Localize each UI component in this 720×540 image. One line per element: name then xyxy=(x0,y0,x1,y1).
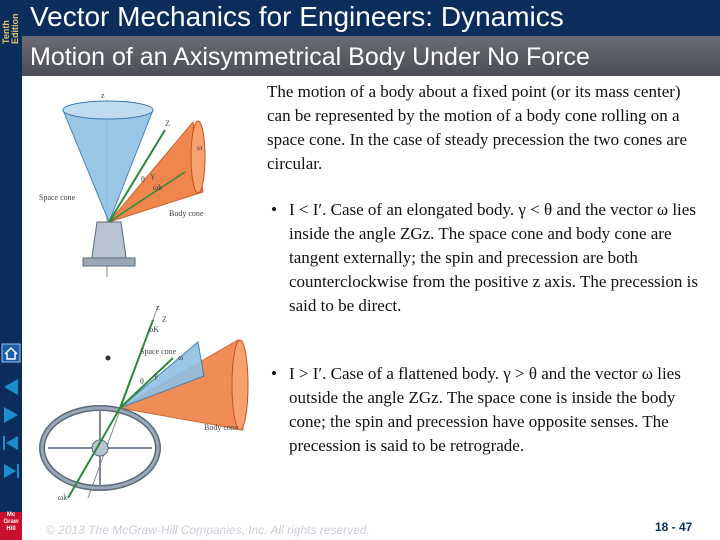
fig1-z-label: z xyxy=(101,91,105,100)
fig1-body-cone-label: Body cone xyxy=(169,209,204,218)
fig2-body-cone-label: Body cone xyxy=(204,423,239,432)
fig2-space-cone-label: Space cone xyxy=(140,347,177,356)
copyright-notice: © 2013 The McGraw-Hill Companies, Inc. All rights reserved. xyxy=(46,523,370,537)
fig1-gamma-label: γ xyxy=(151,171,155,180)
first-slide-icon[interactable] xyxy=(0,432,22,454)
slide-title: Vector Mechanics for Engineers: Dynamics xyxy=(30,1,564,32)
publisher-logo: Mc Graw Hill xyxy=(0,512,22,540)
slide-subtitle: Motion of an Axisymmetrical Body Under No Force xyxy=(30,43,590,71)
left-sidebar xyxy=(0,0,22,540)
body-cone-base-2 xyxy=(232,340,248,430)
fig2-wK-label: ωK xyxy=(148,325,160,334)
fig2-theta-label: θ xyxy=(140,377,144,386)
fig2-gamma-label: γ xyxy=(154,371,158,380)
bullet-flattened xyxy=(271,362,701,458)
point-marker xyxy=(106,356,111,361)
fig1-space-cone-label: Space cone xyxy=(39,193,76,202)
bullet-text: I > I′. Case of a flattened body. γ > θ and the vector ω lies outside the angle ZGz. The space cone is inside the body cone; the spin and precession have opposite senses. The precession is said to be retrograde. xyxy=(289,364,681,455)
body-base xyxy=(83,258,135,266)
fig1-wk-label: ωk xyxy=(153,183,163,192)
next-slide-icon[interactable] xyxy=(0,404,22,426)
bullet-marker: • xyxy=(271,200,277,219)
bullet-marker: • xyxy=(271,364,277,383)
fig1-theta-label: θ xyxy=(141,175,145,184)
fig2-Z-label: Z xyxy=(162,315,167,324)
fig2-wk-label: ωk xyxy=(58,493,68,502)
figure-flattened-body xyxy=(28,298,260,508)
bullet-elongated xyxy=(271,198,701,318)
bullet-text: I < I′. Case of an elongated body. γ < θ and the vector ω lies inside the angle ZGz. The space cone and body cone are tangent externally; the spin and precession are both counterclockwise from the positive z axis. The precession is said to be direct. xyxy=(289,200,698,315)
fig1-omega-label: ω xyxy=(197,143,203,152)
prev-slide-icon[interactable] xyxy=(0,376,22,398)
figure-elongated-body xyxy=(35,82,245,282)
last-slide-icon[interactable] xyxy=(0,460,22,482)
fig2-omega-label: ω xyxy=(178,353,184,362)
body-cone-base xyxy=(191,121,205,193)
home-icon[interactable] xyxy=(0,342,22,364)
fig2-z-label: z xyxy=(156,303,160,312)
intro-paragraph: The motion of a body about a fixed point (or its mass center) can be represented by the motion of a body cone rolling on a space cone. In the case of steady precession the two cones are circular. xyxy=(267,82,688,173)
edition-label: Tenth Edition xyxy=(1,13,20,44)
fig1-Z-label: Z xyxy=(165,119,170,128)
space-cone-top xyxy=(63,101,153,119)
page-number: 18 - 47 xyxy=(655,520,693,534)
